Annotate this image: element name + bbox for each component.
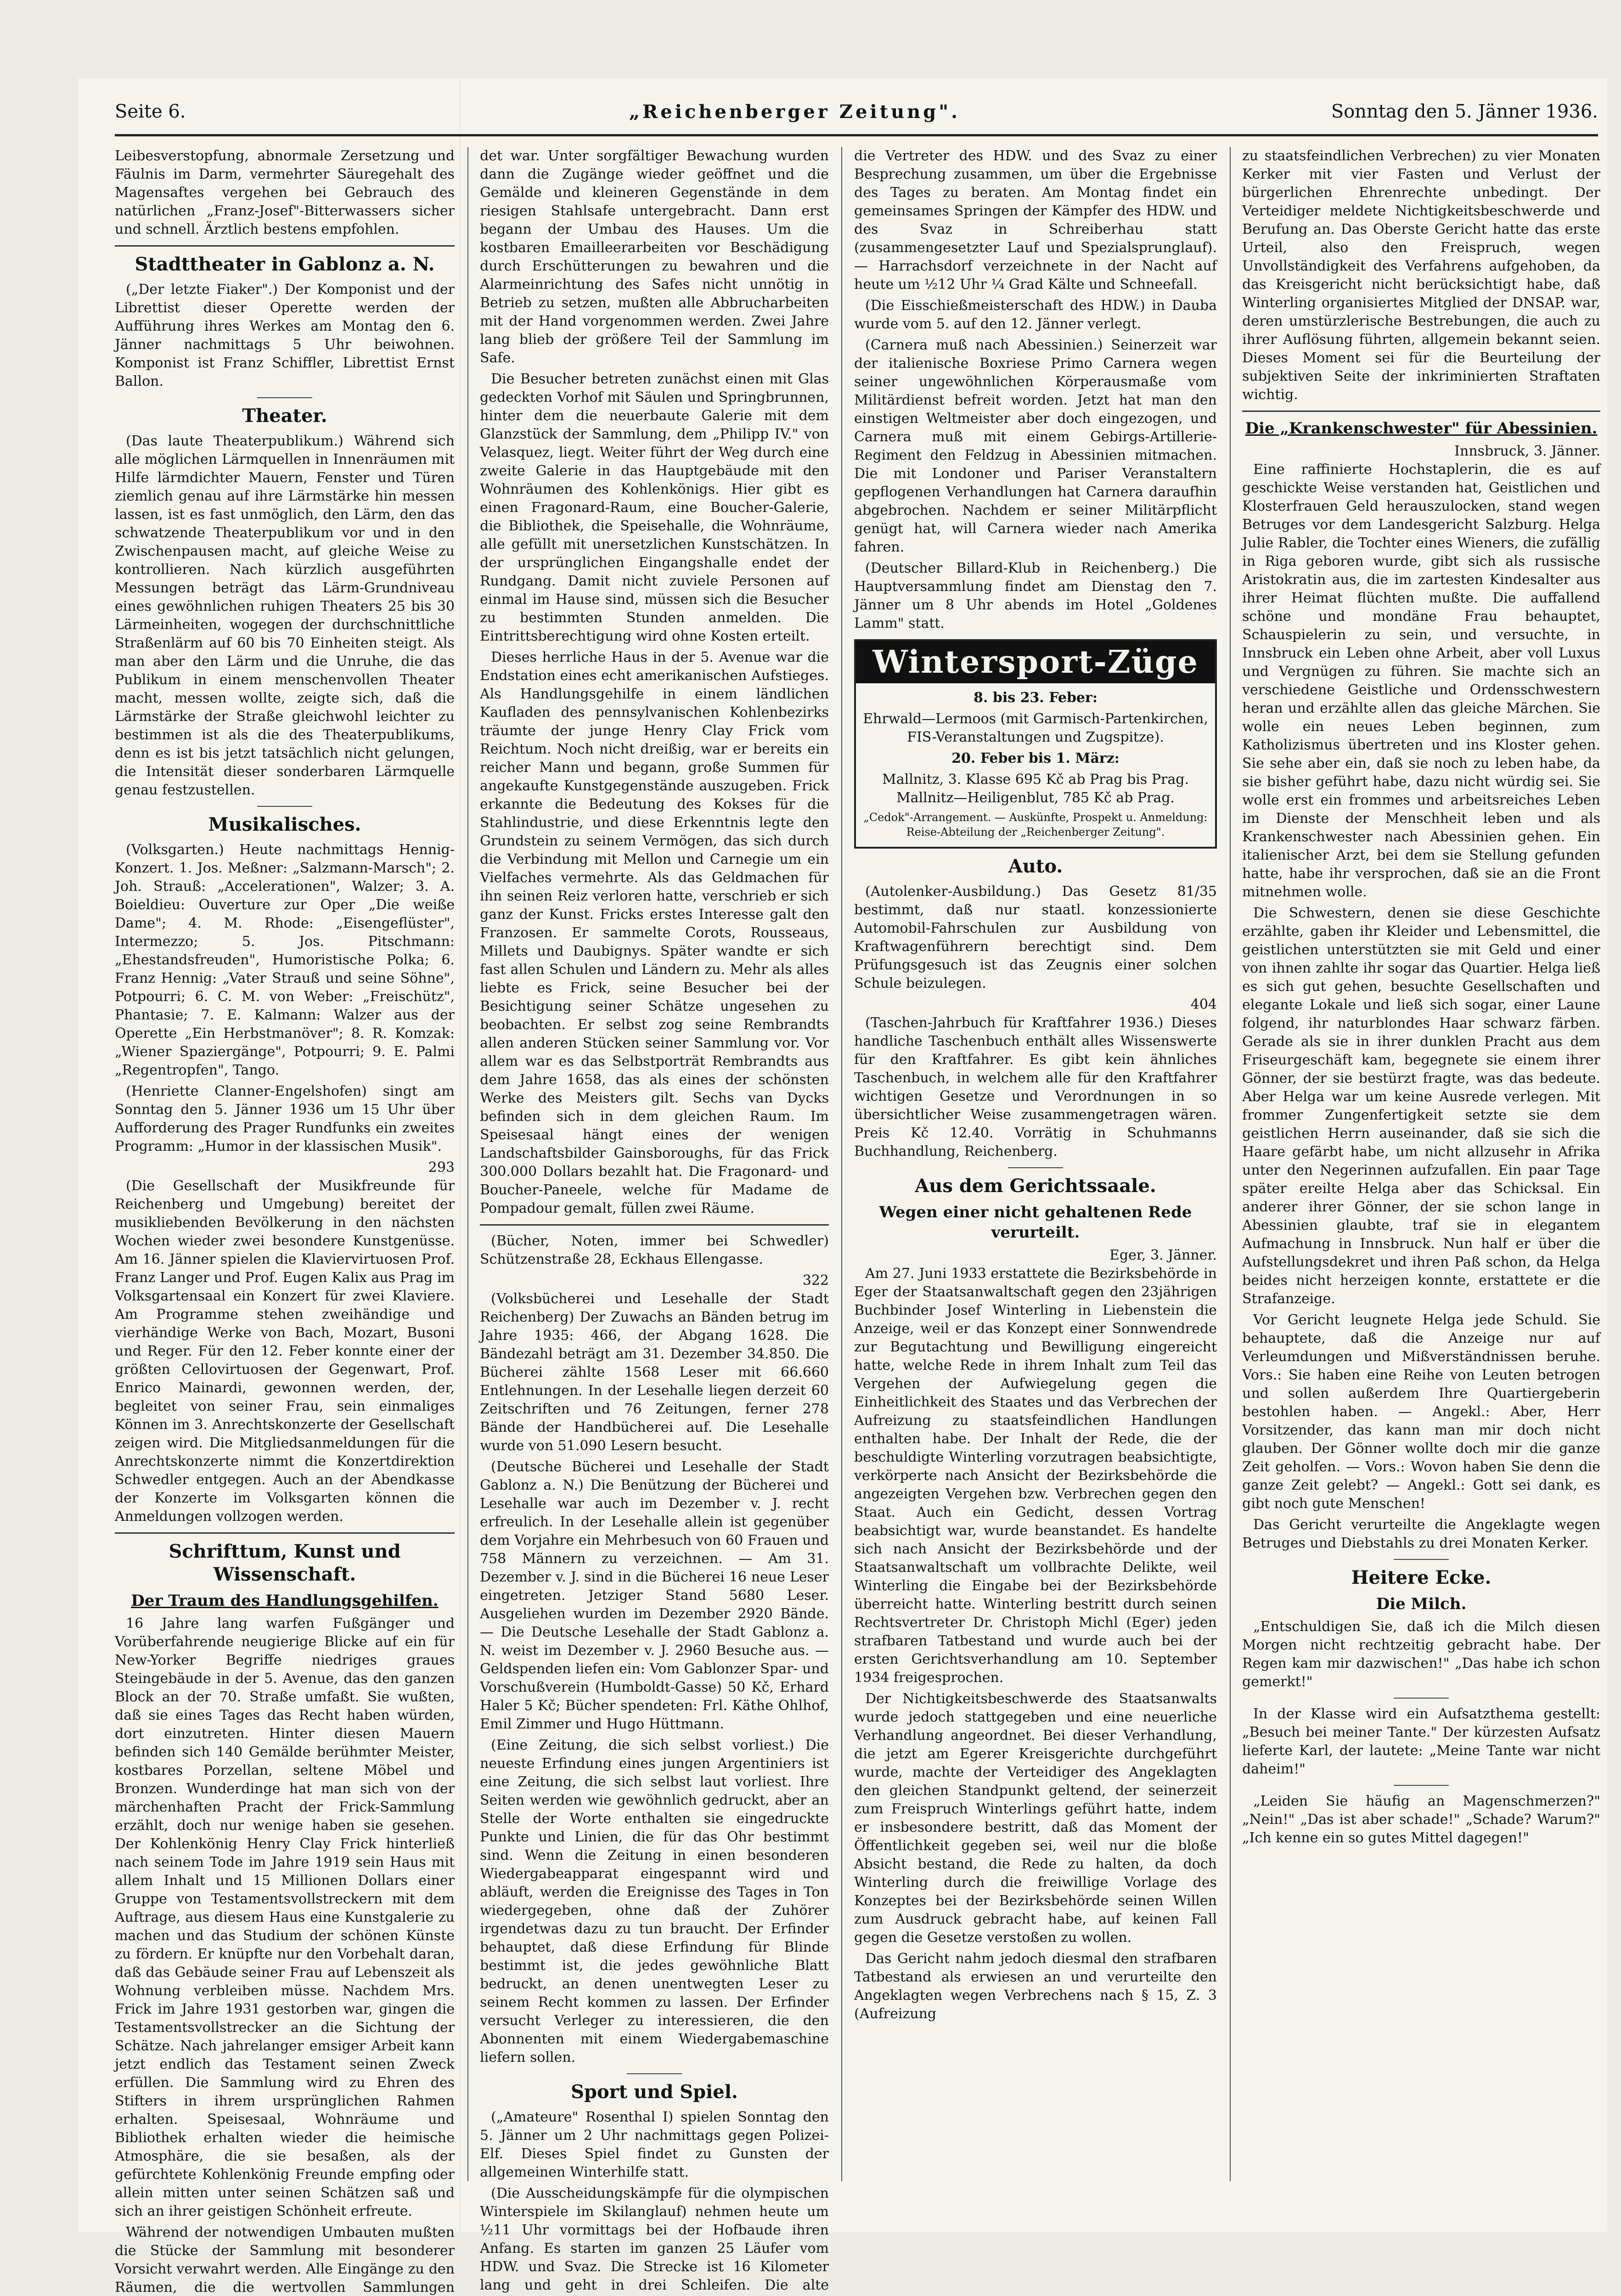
separator [1008, 1167, 1063, 1168]
separator [1394, 1785, 1449, 1786]
section-heading: Auto. [1008, 855, 1063, 877]
article-paragraph: „Leiden Sie häufig an Magenschmerzen?" „Nein!" „Das ist aber schade!" „Schade? Warum?" „Ich kenne ein so gutes Mittel dagegen!" [1242, 1793, 1600, 1846]
separator [1242, 411, 1600, 412]
article-paragraph: (Deutsche Bücherei und Lesehalle der Stadt Gablonz a. N.) Die Benützung der Bücherei und Lesehalle war auch im Dezember v. J. recht erfreulich. In der Lesehalle allein ist gegenüber dem Vorjahre ein Mehrbesuch von 60 Frauen und 758 Männern zu verzeichnen. — Am 31. Dezember v. J. sind in die Bücherei 16 neue Leser eingetreten. Jetziger Stand 5680 Leser. Ausgeliehen wurden im Dezember 2920 Bände. — Die Deutsche Lesehalle der Stadt Gablonz a. N. weist im Dezember v. J. 2960 Besuche aus. — Geldspenden liefen ein: Vom Gablonzer Spar- und Vorschußverein (Humboldt-Gasse) 50 Kč, Erhard Haler 5 Kč; Bücher spendeten: Frl. Käthe Ohlhof, Emil Zimmer und Hugo Hüttmann. [480, 1459, 829, 1732]
section-heading: Musikalisches. [208, 814, 361, 835]
separator [1394, 1698, 1449, 1699]
article-paragraph: Eine raffinierte Hochstaplerin, die es auf geschickte Weise verstanden hat, Geistlichen und Klosterfrauen Geld herauszulocken, stand wegen Betruges vor dem Landesgericht Salzburg. Helga Julie Rabler, die Tochter eines Wieners, die zufällig in Riga geboren wurde, gibt sich als russische Aristokratin aus, die im zartesten Kindesalter aus ihrer Heimat flüchten mußte. Die auffallend schöne und mondäne Frau behauptet, Schauspielerin zu sein, und versuchte, in Innsbruck ein Leben ohne Arbeit, aber voll Luxus und Vergnügen zu führen. Sie machte sich an verschiedene Geistliche und Ordensschwestern heran und erzählte allen das gleiche Märchen. Sie wolle ein neues Leben beginnen, zum Katholizismus übertreten und ins Kloster gehen. Sie sehe aber ein, daß sie noch zu leben habe, da sie bisher geführt habe, dazu nicht würdig sei. Sie wolle erst ein frommes und arbeitsreiches Leben im Dienste der Menschheit leben und als Krankenschwester nach Abessinien gehen. Ein italienischer Arzt, bei dem sie Stellung gefunden hatte, habe ihr versprochen, daß sie an die Front mitnehmen wolle. [1242, 461, 1600, 900]
article-paragraph: (Volksbücherei und Lesehalle der Stadt Reichenberg) Der Zuwachs an Bänden betrug im Jahre 1935: 466, der Abgang 1628. Die Bändezahl beträgt am 31. Dezember 34.850. Die Bücherei zählte 1568 Leser mit 66.660 Entlehnungen. In der Lesehalle liegen derzeit 60 Zeitschriften und 76 Zeitungen, ferner 278 Bände der Handbücherei auf. Die Lesehalle wurde von 51.090 Lesern besucht. [480, 1291, 829, 1454]
article-paragraph: det war. Unter sorgfältiger Bewachung wurden dann die Zugänge wieder geöffnet und die Gemälde und kleineren Gegenstände in dem riesigen Stahlsafe untergebracht. Dann erst begann der Umbau des Hauses. Um die kostbaren Emailleerarbeiten vor Beschädigung durch Erschütterungen zu bewahren und die Alarmeinrichtung des Safes nicht unnötig in Betrieb zu setzen, mußten alle Abbrucharbeiten mit der Hand vorgenommen werden. Zwei Jahre lang blieb der größere Teil der Sammlung im Safe. [480, 148, 829, 366]
section-heading: Aus dem Gerichtssaale. [915, 1175, 1156, 1197]
issue-date: Sonntag den 5. Jänner 1936. [1331, 101, 1598, 122]
section-heading: Theater. [242, 405, 327, 427]
separator [257, 397, 312, 398]
article-paragraph: (Taschen-Jahrbuch für Kraftfahrer 1936.) Dieses handliche Taschenbuch enthält alles Wissenswerte für den Kraftfahrer. Es gibt kein ähnliches Taschenbuch, in welchem alle für den Kraftfahrer wichtigen Gesetze und Verordnungen in so übersichtlicher Weise zusammengetragen wären. Preis Kč 12.40. Vorrätig in Schuhmanns Buchhandlung, Reichenberg. [854, 1015, 1217, 1159]
article-paragraph: (Die Eisschießmeisterschaft des HDW.) in Dauba wurde vom 5. auf den 12. Jänner verlegt. [854, 298, 1217, 332]
article-paragraph: (Autolenker-Ausbildung.) Das Gesetz 81/35 bestimmt, daß nur staatl. konzessionierte Automobil-Fahrschulen zur Ausbildung von Kraftwagenführern berechtigt sind. Dem Prüfungsgesuch ist das Zeugnis einer solchen Schule beizulegen. [854, 884, 1217, 991]
section-heading: Stadttheater in Gablonz a. N. [135, 253, 435, 275]
separator [480, 1224, 829, 1226]
article-paragraph: Die Schwestern, denen sie diese Geschichte erzählte, gaben ihr Kleider und Lebensmittel, die geistlichen unterstützten sie mit Geld und einer von ihnen zahlte ihr sogar das Quartier. Helga ließ es sich gut gehen, besuchte Gesellschaften und elegante Lokale und ließ sich sogar, einer Laune folgend, ihr naturblondes Haar schwarz färben. Gerade als sie in ihrer dunklen Pracht aus dem Friseurgeschäft kam, begegnete sie einem ihrer Gönner, der sie bestürzt fragte, was das bedeute. Aber Helga war um keine Ausrede verlegen. Mit frommer Zungenfertigkeit setzte sie dem geistlichen Herrn auseinander, daß sie sich die Haare gefärbt habe, um nicht allzusehr in Afrika unter den Negerinnen aufzufallen. Ein paar Tage später ereilte Helga aber das Schicksal. Ein anderer ihrer Gönner, der sie schon lange in Abessinien glaubte, traf sie in elegantem Aufmachung in Innsbruck. Nun half er über die Aufstellungsdekret und ihren Paß schon, da Helga beides nicht herzeigen konnte, erstattete er die Strafanzeige. [1242, 905, 1600, 1307]
column-divider [841, 147, 842, 2181]
article-paragraph: Das Gericht nahm jedoch diesmal den strafbaren Tatbestand als erwiesen an und verurteilte den Angeklagten wegen Verbrechens nach § 15, Z. 3 (Aufreizung [854, 1951, 1217, 2022]
column-1 [115, 147, 455, 2296]
section-heading: Sport und Spiel. [571, 2081, 738, 2103]
article-paragraph: (Volksgarten.) Heute nachmittags Hennig-Konzert. 1. Jos. Meßner: „Salzmann-Marsch"; 2. Joh. Strauß: „Accelerationen", Walzer; 3. A. Boieldieu: Ouverture zur Oper „Die weiße Dame"; 4. M. Rhode: „Eisengeflüster", Intermezzo; 5. Jos. Pitschmann: „Ehestandsfreuden", Humoristische Polka; 6. Franz Hennig: „Vater Strauß und seine Söhne", Potpourri; 6. C. M. von Weber: „Freischütz", Phantasie; 7. E. Kalmann: Walzer aus der Operette „Ein Herbstmanöver"; 8. R. Komzak: „Wiener Spaziergänge", Potpourri; 9. E. Palmi „Regentropfen", Tango. [115, 842, 455, 1078]
separator [1394, 1559, 1449, 1560]
article-paragraph: „Entschuldigen Sie, daß ich die Milch diesen Morgen nicht rechtzeitig gebracht habe. Der Regen kam mir dazwischen!" „Das habe ich schon gemerkt!" [1242, 1619, 1600, 1690]
article-paragraph: Am 27. Juni 1933 erstattete die Bezirksbehörde in Eger der Staatsanwaltschaft gegen den 23jährigen Buchbinder Josef Winterling in Liebenstein die Anzeige, weil er das Konzept einer Sonnwendrede zur Begutachtung und Bewilligung eingereicht hatte, welche Rede in ihrem Inhalt zum Teil das Vergehen der Aufwiegelung gegen die Einheitlichkeit des Staates und das Verbrechen der Aufreizung zu staatsfeindlichen Handlungen enthalten habe. Der Inhalt der Rede, die der beschuldigte Winterling vorzutragen beabsichtigte, verkörperte nach Ansicht der Bezirksbehörde die angezeigten Vergehen bzw. Verbrechen gegen den Staat. Auch ein Gedicht, dessen Vortrag beabsichtigt war, wurde beanstandet. Es handelte sich nach Ansicht der Bezirksbehörde und der Staatsanwaltschaft um vollbrachte Delikte, weil Winterling die Eingabe bei der Bezirksbehörde überreicht hatte. Winterling bestritt durch seinen Rechtsvertreter Dr. Christoph Michl (Eger) jeden strafbaren Tatbestand und wurde auch bei der ersten Gerichtsverhandlung am 10. September 1934 freigesprochen. [854, 1266, 1217, 1686]
article-paragraph: Während der notwendigen Umbauten mußten die Stücke der Sammlung mit besonderer Vorsicht verwahrt werden. Alle Eingänge zu den Räumen, die die wertvollen Sammlungen [115, 2224, 455, 2296]
ad-line: Mallnitz, 3. Klasse 695 Kč ab Prag bis Prag. Mallnitz—Heiligenblut, 785 Kč ab Prag. [882, 771, 1189, 806]
page-number: Seite 6. [115, 101, 186, 122]
article-paragraph: („Amateure" Rosenthal I) spielen Sonntag den 5. Jänner um 2 Uhr nachmittags gegen Polizei-Elf. Dieses Spiel findet zu Gunsten der allgemeinen Winterhilfe statt. [480, 2109, 829, 2180]
dateline: Eger, 3. Jänner. [1109, 1247, 1217, 1263]
ad-line: 20. Feber bis 1. März: [951, 750, 1120, 766]
column-divider [1230, 147, 1231, 2181]
ad-line: 8. bis 23. Feber: [974, 690, 1098, 706]
advertisement-text: Leibesverstopfung, abnormale Zersetzung und Fäulnis im Darm, vermehrter Säuregehalt des Magensaftes vergehen bei Gebrauch des natürlichen „Franz-Josef"-Bitterwassers sicher und schnell. Ärztlich bestens empfohlen. [115, 148, 455, 237]
separator [257, 806, 312, 807]
column-4 [1242, 147, 1600, 2181]
separator [115, 1532, 455, 1534]
ad-number: 293 [428, 1159, 455, 1176]
header-rule [115, 134, 1598, 136]
separator [627, 2073, 682, 2074]
article-paragraph: zu staatsfeindlichen Verbrechen) zu vier Monaten Kerker mit vier Fasten und Verlust der bürgerlichen Ehrenrechte unbedingt. Der Verteidiger meldete Nichtigkeitsbeschwerde und Berufung an. Das Oberste Gericht hatte das erste Urteil, also den Freispruch, wegen Unvollständigkeit des Verfahrens aufgehoben, da das Kreisgericht nicht berücksichtigt habe, daß Winterling organisiertes Mitglied der DNSAP. war, deren umstürzlerische Bestrebungen, die auch zu ihrer Auflösung führten, allgemein bekannt seien. Dieses Moment sei für die Beurteilung der subjektiven Seite der inkriminierten Straftaten wichtig. [1242, 148, 1600, 403]
article-paragraph: (Das laute Theaterpublikum.) Während sich alle möglichen Lärmquellen in Innenräumen mit Hilfe lärmdichter Mauern, Fenster und Türen ziemlich genau auf ihre Lärmstärke hin messen lassen, ist es fast unmöglich, den Lärm, den das schwatzende Theaterpublikum vor und in den Zwischenpausen macht, auf gleiche Weise zu kontrollieren. Nach kürzlich ausgeführten Messungen beträgt das Lärm-Grundniveau eines gewöhnlichen ruhigen Theaters 25 bis 30 Lärmeinheiten, wogegen der durchschnittliche Straßenlärm auf 60 bis 70 Einheiten steigt. Als man aber den Lärm und die Unruhe, die das Publikum in einem menschenvollen Theater macht, messen wollte, zeigte sich, daß die Lärmstärke der Straße gleichwohl leichter zu bestimmen ist als die des Theaterpublikums, denn es ist bis jetzt tatsächlich nicht gelungen, die Intensität dieser sonderbaren Lärmquelle genau festzustellen. [115, 433, 455, 798]
article-paragraph: 16 Jahre lang warfen Fußgänger und Vorüberfahrende neugierige Blicke auf ein für New-Yorker Begriffe niedriges graues Steingebäude in der 5. Avenue, das den ganzen Block an der 70. Straße umfaßt. Sie wußten, daß sie eines Tages das Recht haben würden, dort einzutreten. Hinter diesen Mauern befinden sich 140 Gemälde berühmter Meister, kostbares Porzellan, seltene Möbel und Bronzen. Wunderdinge hat man sich von der märchenhaften Pracht der Frick-Sammlung erzählt, doch nur wenige haben sie gesehen. Der Kohlenkönig Henry Clay Frick hinterließ nach seinem Tode im Jahre 1919 sein Haus mit allem Inhalt und 15 Millionen Dollars einer Gruppe von Testamentsvollstreckern mit dem Auftrage, aus diesem Haus eine Kunstgalerie zu machen und das Studium der schönen Künste zu fördern. Er knüpfte nur den Vorbehalt daran, daß das Gebäude seiner Frau auf Lebenszeit als Wohnung verbleiben müsse. Nachdem Mrs. Frick im Jahre 1931 gestorben war, gingen die Testamentsvollstrecker an die Sichtung der Schätze. Nach jahrelanger emsiger Arbeit kann jetzt endlich das Testament seinen Zweck erfüllen. Die Sammlung wird zu Ehren des Stifters in ihrem ursprünglichen Rahmen erhalten. Speisesaal, Wohnräume und Bibliothek erhalten wieder die heimische Atmosphäre, die sie besaßen, als der gefürchtete Kohlenkönig Freunde empfing oder allein mitten unter seinen Schätzen saß und sich an ihrer geistigen Schönheit erfreute. [115, 1615, 455, 2219]
article-paragraph: In der Klasse wird ein Aufsatzthema gestellt: „Besuch bei meiner Tante." Der kürzesten Aufsatz lieferte Karl, der lautete: „Meine Tante war nicht daheim!" [1242, 1706, 1600, 1777]
article-paragraph: (Eine Zeitung, die sich selbst vorliest.) Die neueste Erfindung eines jungen Argentiniers ist eine Zeitung, die sich selbst laut vorliest. Ihre Seiten werden wie gewöhnlich gedruckt, aber an Stelle der Worte enthalten sie eingedruckte Punkte und Linien, die für das Ohr bestimmt sind. Wenn die Zeitung in einen besonderen Wiedergabeapparat eingespannt wird und abläuft, werden die Ereignisse des Tages in Ton wiedergegeben, ohne daß der Zuhörer irgendetwas dazu zu tun braucht. Der Erfinder behauptet, daß diese Erfindung für Blinde bestimmt ist, die jedes gewöhnliche Blatt bedruckt, an denen unentwegten Leser zu seinem Recht kommen zu lassen. Der Erfinder versucht Verleger zu interessieren, die den Abonnenten mit einem Wiedergabemaschine liefern sollen. [480, 1737, 829, 2065]
article-paragraph: (Henriette Clanner-Engelshofen) singt am Sonntag den 5. Jänner 1936 um 15 Uhr über Aufforderung des Prager Rundfunks ein zweites Programm: „Humor in der klassischen Musik". [115, 1083, 455, 1154]
dateline: Innsbruck, 3. Jänner. [1454, 443, 1600, 459]
separator [115, 245, 455, 247]
page-fold [459, 78, 460, 2232]
article-paragraph: die Vertreter des HDW. und des Svaz zu einer Besprechung zusammen, um über die Ergebnisse des Tages zu beraten. Am Montag findet ein gemeinsames Springen der Kämpfer des HDW. und des Svaz in Schreiberhau statt (zusammengesetzter Lauf und Spezialsprunglauf). — Harrachsdorf verzeichnete in der Nacht auf heute um ½12 Uhr ¼ Grad Kälte und Schneefall. [854, 148, 1217, 293]
article-paragraph: (Die Ausscheidungskämpfe für die olympischen Winterspiele im Skilanglauf) nehmen heute um ½11 Uhr vormittags bei der Hofbaude ihren Anfang. Es starten im ganzen 25 Läufer vom HDW. und Svaz. Die Strecke ist 16 Kilometer lang und geht in drei Schleifen. Die alte [480, 2185, 829, 2293]
article-paragraph: (Carnera muß nach Abessinien.) Seinerzeit war der italienische Boxriese Primo Carnera wegen seiner ungewöhnlichen Körperausmaße vom Militärdienst befreit worden. Jetzt hat man den einstigen Weltmeister aber doch eingezogen, und Carnera muß mit einem Gebirgs-Artillerie-Regiment den Feldzug in Abessinien mitmachen. Die mit Londoner und Pariser Veranstaltern gepflogenen Verhandlungen hat Carnera daraufhin abgebrochen. Nachdem er seiner Militärpflicht genügt hat, will Carnera wieder nach Amerika fahren. [854, 337, 1217, 555]
page-header [115, 101, 1598, 133]
ad-line: „Cedok"-Arrangement. — Auskünfte, Prospekt u. Anmeldung: Reise-Abteilung der „Reichenberger Zeitung". [863, 811, 1208, 838]
section-heading: Heitere Ecke. [1351, 1567, 1492, 1588]
newspaper-title: „Reichenberger Zeitung". [629, 101, 960, 123]
article-title: Der Traum des Handlungsgehilfen. [131, 1592, 439, 1610]
article-title: Die „Krankenschwester" für Abessinien. [1245, 419, 1598, 438]
article-paragraph: Die Besucher betreten zunächst einen mit Glas gedeckten Vorhof mit Säulen und Springbrunnen, hinter dem die neuerbaute Galerie mit dem Glanzstück der Sammlung, dem „Philipp IV." von Velasquez, liegt. Weiter führt der Weg durch eine zweite Galerie in das Hauptgebäude mit den Wohnräumen des Kohlenkönigs. Hier gibt es einen Fragonard-Raum, eine Boucher-Galerie, die Bibliothek, die Speisehalle, die Wohnräume, alle gefüllt mit unersetzlichen Kunstschätzen. In der ursprünglichen Eingangshalle endet der Rundgang. Damit nicht zuviele Personen auf einmal im Hause sind, müssen sich die Besucher zu bestimmten Stunden anmelden. Die Eintrittsberechtigung wird ohne Kosten erteilt. [480, 371, 829, 644]
article-paragraph: Vor Gericht leugnete Helga jede Schuld. Sie behauptete, daß die Anzeige nur auf Verleumdungen und Mißverständnissen beruhe. Vors.: Sie haben eine Reihe von Leuten betrogen und sollen außerdem Ihre Quartiergeberin bestohlen haben. — Angekl.: Aber, Herr Vorsitzender, das kann man mir doch nicht glauben. Der Gönner wollte doch mir die ganze Zeit geholfen. — Vors.: Wovon haben Sie denn die ganze Zeit gelebt? — Angekl.: Gott sei dank, es gibt noch gute Menschen! [1242, 1312, 1600, 1512]
article-title: Die Milch. [1376, 1595, 1467, 1613]
article-paragraph: (Deutscher Billard-Klub in Reichenberg.) Die Hauptversammlung findet am Dienstag den 7. Jänner um 8 Uhr abends im Hotel „Goldenes Lamm" statt. [854, 560, 1217, 631]
article-paragraph: Dieses herrliche Haus in der 5. Avenue war die Endstation eines echt amerikanischen Aufstieges. Als Handlungsgehilfe in einem ländlichen Kaufladen des pennsylvanischen Kohlenbezirks träumte der junge Henry Clay Frick vom Reichtum. Noch nicht dreißig, war er bereits ein reicher Mann und begann, große Summen für angekaufte Kunstgegenstände auszugeben. Frick erkannte die Bedeutung des Kokses für die Stahlindustrie, und diese Erkenntnis legte den Grundstein zu seinem Vermögen, das sich durch die Verbindung mit Mellon und Carnegie um ein Vielfaches vermehrte. Als das Geldmachen für ihn seinen Reiz verloren hatte, verschrieb er sich ganz der Kunst. Fricks erstes Interesse galt den Franzosen. Er sammelte Corots, Rousseaus, Millets und Daubignys. Später wandte er sich fast allen Schulen und Ländern zu. Mehr als alles liebte es Frick, seine Besucher bei der Besichtigung seiner Schätze ungesehen zu beobachten. Er selbst zog seine Rembrandts allen anderen Stücken seiner Sammlung vor. Vor allem war es das Selbstporträt Rembrandts aus dem Jahre 1658, das als eines der schönsten Werke des Meisters gilt. Sechs van Dycks befinden sich in dem gleichen Raum. Im Speisesaal hängt eines der wenigen Landschaftsbilder Gainsboroughs, für das Frick 300.000 Dollars bezahlt hat. Die Fragonard- und Boucher-Paneele, welche für Madame de Pompadour gemalt, füllen zwei Räume. [480, 649, 829, 1216]
article-paragraph: Das Gericht verurteilte die Angeklagte wegen Betruges und Diebstahls zu drei Monaten Kerker. [1242, 1517, 1600, 1551]
article-paragraph: Der Nichtigkeitsbeschwerde des Staatsanwalts wurde jedoch stattgegeben und eine neuerliche Verhandlung angeordnet. Bei dieser Verhandlung, die jetzt am Egerer Kreisgerichte durchgeführt wurde, machte der Verteidiger des Angeklagten den gleichen Standpunkt geltend, der seinerzeit zum Freispruch Winterlings geführt hatte, indem er insbesondere bestritt, daß das Moment der Öffentlichkeit gegeben sei, weil nur die bloße Absicht bestand, die Rede zu halten, da doch Winterling durch die freiwillige Vorlage des Konzeptes bei der Bezirksbehörde seinen Willen zum Ausdruck gebracht habe, auf keinen Fall gegen die Gesetze verstoßen zu wollen. [854, 1691, 1217, 1946]
ad-number: 404 [1190, 996, 1217, 1013]
article-title: Wegen einer nicht gehaltenen Rede verurteilt. [879, 1203, 1192, 1242]
article-paragraph: („Der letzte Fiaker".) Der Komponist und der Librettist dieser Operette werden der Aufführung ihres Werkes am Montag den 6. Jänner nachmittags 5 Uhr beiwohnen. Komponist ist Franz Schiffler, Librettist Ernst Ballon. [115, 281, 455, 389]
column-2 [480, 147, 829, 2293]
ad-line: Ehrwald—Lermoos (mit Garmisch-Partenkirchen, FIS-Veranstaltungen und Zugspitze). [863, 711, 1208, 745]
section-heading: Schrifttum, Kunst und Wissenschaft. [169, 1541, 401, 1585]
advertisement-text: (Bücher, Noten, immer bei Schwedler) Schützenstraße 28, Eckhaus Ellengasse. [480, 1233, 829, 1267]
ad-number: 322 [802, 1272, 829, 1289]
column-3 [854, 147, 1217, 2181]
article-paragraph: (Die Gesellschaft der Musikfreunde für Reichenberg und Umgebung) bereitet der musikliebenden Bevölkerung in den nächsten Wochen wieder zwei besondere Kunstgenüsse. Am 16. Jänner spielen die Klaviervirtuosen Prof. Franz Langer und Prof. Eugen Kalix aus Prag im Volksgartensaal ein Konzert für zwei Klaviere. Am Programme stehen zweihändige und vierhändige Werke von Bach, Mozart, Busoni und Reger. Für den 12. Feber konnte einer der größten Cellovirtuosen der Gegenwart, Prof. Enrico Mainardi, gewonnen werden, der, begleitet von seiner Frau, sein einmaliges Können im 3. Anrechtskonzerte der Gesellschaft zeigen wird. Die Mitgliedsanmeldungen für die Anrechtskonzerte nimmt die Konzertdirektion Schwedler entgegen. Auch an der Abendkasse der Konzerte im Volksgarten können die Anmeldungen vollzogen werden. [115, 1178, 455, 1525]
wintersport-ad-box [854, 639, 1217, 849]
ad-title: Wintersport-Züge [856, 641, 1215, 683]
column-divider [467, 147, 468, 2181]
